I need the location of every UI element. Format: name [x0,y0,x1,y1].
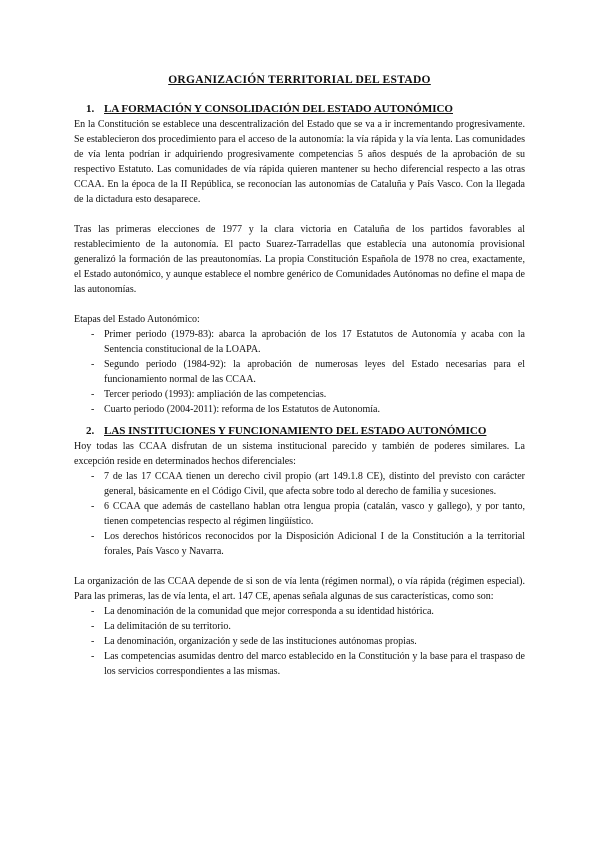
section-2-title: LAS INSTITUCIONES Y FUNCIONAMIENTO DEL ESTADO AUTONÓMICO [104,425,487,437]
section-1-paragraph-1: En la Constitución se establece una descentralización del Estado que se va a ir incrementando progresivamente. Se establecieron dos procedimiento para el acceso de la autonomía: la vía rápida y la vía lenta. Las comunidades de vía lenta podrían ir adquiriendo progresivamente competencias 5 años después de la aprobación de su respectivo Estatuto. Las comunidades de vía rápida quieren mantener su hecho diferencial respecto a las otras CCAA. En la época de la II República, se reconocían las autonomías de Cataluña y País Vasco. Con la llegada de la dictadura esto desaparece. [74,119,525,205]
list-item: - La denominación de la comunidad que mejor corresponda a su identidad histórica. [74,604,525,619]
list-item: - La denominación, organización y sede de las instituciones autónomas propias. [74,634,525,649]
section-1-title: LA FORMACIÓN Y CONSOLIDACIÓN DEL ESTADO AUTONÓMICO [104,103,453,115]
section-2-number: 2. [86,425,95,437]
list-item: - Las competencias asumidas dentro del marco establecido en la Constitución y la base para el traspaso de los servicios correspondientes a las mismas. [74,649,525,679]
list-item: - 6 CCAA que además de castellano hablan otra lengua propia (catalán, vasco y gallego), y por tanto, tienen competencias respecto al régimen lingüístico. [74,499,525,529]
list-item: - Cuarto periodo (2004-2011): reforma de los Estatutos de Autonomía. [74,402,525,417]
section-2-paragraph-2: La organización de las CCAA depende de si son de vía lenta (régimen normal), o vía rápida (régimen especial). Para las primeras, las de vía lenta, el art. 147 CE, apenas señala algunas de sus características, como son: [74,576,525,602]
list-item: - Tercer periodo (1993): ampliación de las competencias. [74,387,525,402]
list-item: - 7 de las 17 CCAA tienen un derecho civil propio (art 149.1.8 CE), distinto del previsto con carácter general, básicamente en el Código Civil, que afecta sobre todo al derecho de familia y sucesiones. [74,469,525,499]
document-title: ORGANIZACIÓN TERRITORIAL DEL ESTADO [168,74,431,86]
section-1-number: 1. [86,103,95,115]
section-1-heading [74,103,525,115]
section-1-paragraph-2: Tras las primeras elecciones de 1977 y la clara victoria en Cataluña de los partidos favorables al restablecimiento de la autonomía. El pacto Suarez-Tarradellas que establecía una autonomía provisional generalizó la formación de las preautonomías. La propia Constitución Española de 1978 no crea, exactamente, el Estado autonómico, y aunque establece el nombre genérico de Comunidades Autónomas no define el mapa de las autonomías. [74,224,525,295]
list-item: - Segundo periodo (1984-92): la aprobación de numerosas leyes del Estado necesarias para el funcionamiento normal de las CCAA. [74,357,525,387]
list-item: - Los derechos históricos reconocidos por la Disposición Adicional I de la Constitución a la territorial forales, País Vasco y Navarra. [74,529,525,559]
stages-intro: Etapas del Estado Autonómico: [74,314,200,325]
characteristics-list [74,604,525,679]
list-item: - Primer periodo (1979-83): abarca la aprobación de los 17 Estatutos de Autonomía y acaba con la Sentencia constitucional de la LOAPA. [74,327,525,357]
differential-facts-list [74,469,525,559]
stages-list [74,327,525,417]
list-item: - La delimitación de su territorio. [74,619,525,634]
section-2-heading [74,425,525,437]
section-2-paragraph-1: Hoy todas las CCAA disfrutan de un sistema institucional parecido y también de poderes similares. La excepción reside en determinados hechos diferenciales: [74,441,525,467]
